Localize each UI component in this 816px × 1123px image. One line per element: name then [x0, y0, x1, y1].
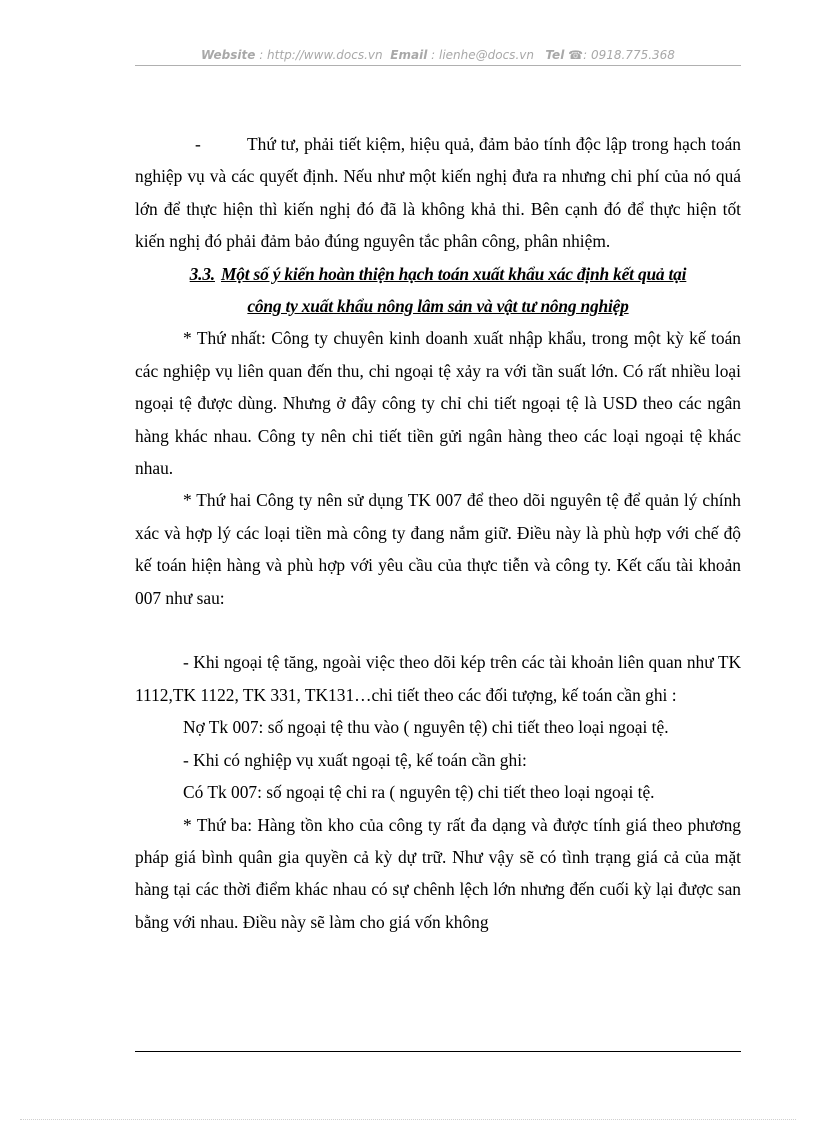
document-body	[135, 128, 741, 938]
paragraph-fourth-principle	[135, 128, 741, 258]
paragraph-first-suggestion: * Thứ nhất: Công ty chuyên kinh doanh xuất nhập khẩu, trong một kỳ kế toán các nghiệp vụ liên quan đến thu, chi ngoại tệ xảy ra với tần suất lớn. Có rất nhiều loại ngoại tệ được dùng. Nhưng ở đây công ty chỉ chi tiết ngoại tệ là USD theo các ngân hàng khác nhau. Công ty nên chi tiết tiền gửi ngân hàng theo các loại ngoại tệ khác nhau.	[135, 328, 741, 479]
paragraph-third-suggestion: * Thứ ba: Hàng tồn kho của công ty rất đa dạng và được tính giá theo phương pháp giá bình quân gia quyền cả kỳ dự trữ. Như vậy sẽ có tình trạng giá cả của mặt hàng tại các thời điểm khác nhau có sự chênh lệch lớn nhưng đến cuối kỳ lại được san bằng với nhau. Điều này sẽ làm cho giá vốn không	[135, 814, 741, 932]
section-heading-continued	[135, 290, 741, 322]
entry-debit-007: Nợ Tk 007: số ngoại tệ thu vào ( nguyên tệ) chi tiết theo loại ngoại tệ.	[183, 717, 669, 738]
website-url[interactable]: http://www.docs.vn	[267, 48, 383, 62]
phone-number: : 0918.775.368	[583, 48, 675, 62]
entry-credit-007: Có Tk 007: số ngoại tệ chi ra ( nguyên tệ) chi tiết theo loại ngoại tệ.	[183, 782, 655, 803]
paragraph-currency-export: - Khi có nghiệp vụ xuất ngoại tệ, kế toán cần ghi:	[183, 749, 527, 770]
phone-icon: ☎	[568, 48, 584, 62]
tel-label: Tel	[545, 48, 565, 62]
header-divider	[135, 65, 741, 66]
blank-line	[135, 614, 741, 646]
paragraph-second-suggestion: * Thứ hai Công ty nên sử dụng TK 007 để theo dõi nguyên tệ để quản lý chính xác và hợp lý các loại tiền mà công ty đang nắm giữ. Điều này là phù hợp với chế độ kế toán hiện hàng và phù hợp với yêu cầu của thực tiễn và công ty. Kết cấu tài khoản 007 như sau:	[135, 490, 741, 608]
page-bottom-edge	[20, 1119, 796, 1120]
website-label: Website	[201, 48, 256, 62]
section-number: 3.3.	[189, 263, 215, 284]
website-separator: :	[255, 48, 268, 62]
section-heading	[135, 258, 741, 290]
bullet-dash: -	[195, 134, 201, 154]
email-separator: :	[427, 48, 439, 62]
email-address[interactable]: lienhe@docs.vn	[438, 48, 534, 62]
section-title-line1: Một số ý kiến hoàn thiện hạch toán xuất khẩu xác định kết quả tại	[220, 263, 687, 284]
paragraph-fourth-text: Thứ tư, phải tiết kiệm, hiệu quả, đảm bảo tính độc lập trong hạch toán nghiệp vụ và các quyết định. Nếu như một kiến nghị đưa ra nhưng chi phí của nó quá lớn để thực hiện thì kiến nghị đó đã là không khả thi. Bên cạnh đó để thực hiện tốt kiến nghị đó phải đảm bảo đúng nguyên tắc phân công, phân nhiệm.	[135, 134, 741, 252]
email-label: Email	[390, 48, 428, 62]
section-title-line2: công ty xuất khẩu nông lâm sản và vật tư nông nghiệp	[247, 296, 629, 317]
paragraph-currency-increase: - Khi ngoại tệ tăng, ngoài việc theo dõi kép trên các tài khoản liên quan như TK 1112,TK 1122, TK 331, TK131…chi tiết theo các đối tượng, kế toán cần ghi :	[135, 652, 741, 705]
page-header	[135, 46, 741, 64]
footer-divider	[135, 1051, 741, 1052]
